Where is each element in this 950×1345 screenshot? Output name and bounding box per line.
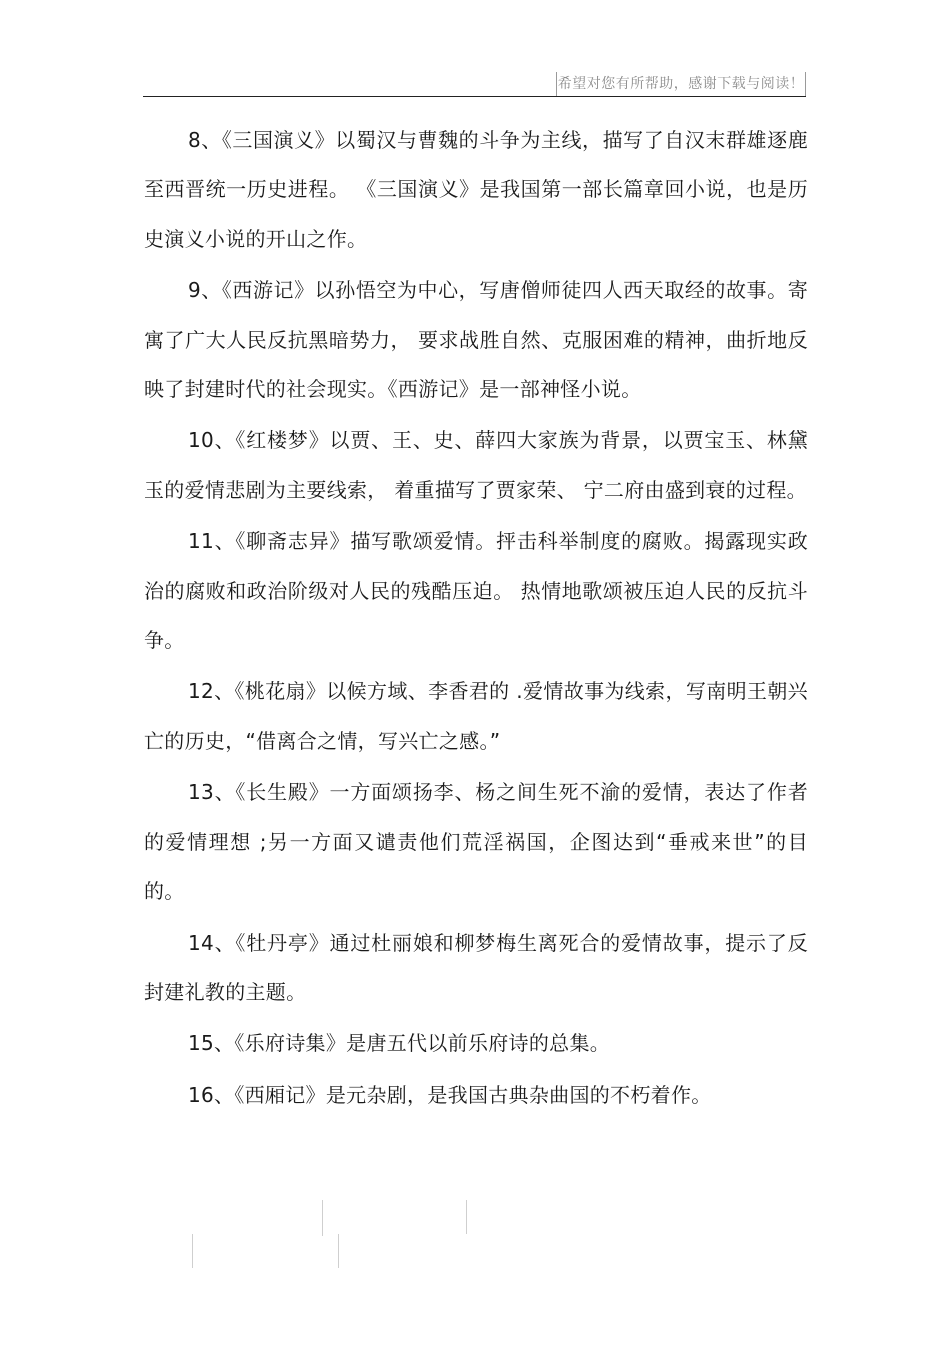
list-item-10: 10、《红楼梦》以贾、王、史、薛四大家族为背景，以贾宝玉、林黛玉的爱情悲剧为主要线索， 着重描写了贾家荣、 宁二府由盛到衰的过程。 [144, 428, 808, 502]
header-note: 希望对您有所帮助，感谢下载与阅读！ [556, 72, 806, 96]
list-item-14: 14、《牡丹亭》通过杜丽娘和柳梦梅生离死合的爱情故事，提示了反封建礼教的主题。 [144, 930, 808, 1004]
divider-mark [338, 1234, 339, 1268]
divider-mark [322, 1200, 323, 1236]
divider-mark [466, 1200, 467, 1234]
list-item-12: 12、《桃花扇》以候方域、李香君的 .爱情故事为线索，写南明王朝兴亡的历史，“借离合之情，写兴亡之感。” [144, 679, 808, 753]
list-item-8: 8、《三国演义》以蜀汉与曹魏的斗争为主线，描写了自汉末群雄逐鹿至西晋统一历史进程。 《三国演义》是我国第一部长篇章回小说，也是历史演义小说的开山之作。 [144, 128, 808, 251]
list-item-16: 16、《西厢记》是元杂剧，是我国古典杂曲国的不朽着作。 [188, 1082, 712, 1107]
document-body [144, 116, 808, 1122]
list-item-15: 15、《乐府诗集》是唐五代以前乐府诗的总集。 [188, 1031, 611, 1056]
list-item-11: 11、《聊斋志异》描写歌颂爱情。抨击科举制度的腐败。揭露现实政治的腐败和政治阶级对人民的残酷压迫。 热情地歌颂被压迫人民的反抗斗争。 [144, 529, 808, 653]
list-item-9: 9、《西游记》以孙悟空为中心，写唐僧师徒四人西天取经的故事。寄寓了广大人民反抗黑暗势力， 要求战胜自然、克服困难的精神，曲折地反映了封建时代的社会现实。《西游记》是一部神怪小说。 [144, 278, 808, 402]
list-item-13: 13、《长生殿》一方面颂扬李、杨之间生死不渝的爱情，表达了作者的爱情理想 ;另一方面又谴责他们荒淫祸国，企图达到“垂戒来世”的目的。 [144, 780, 808, 904]
header-divider [143, 96, 806, 97]
divider-mark [192, 1234, 193, 1268]
